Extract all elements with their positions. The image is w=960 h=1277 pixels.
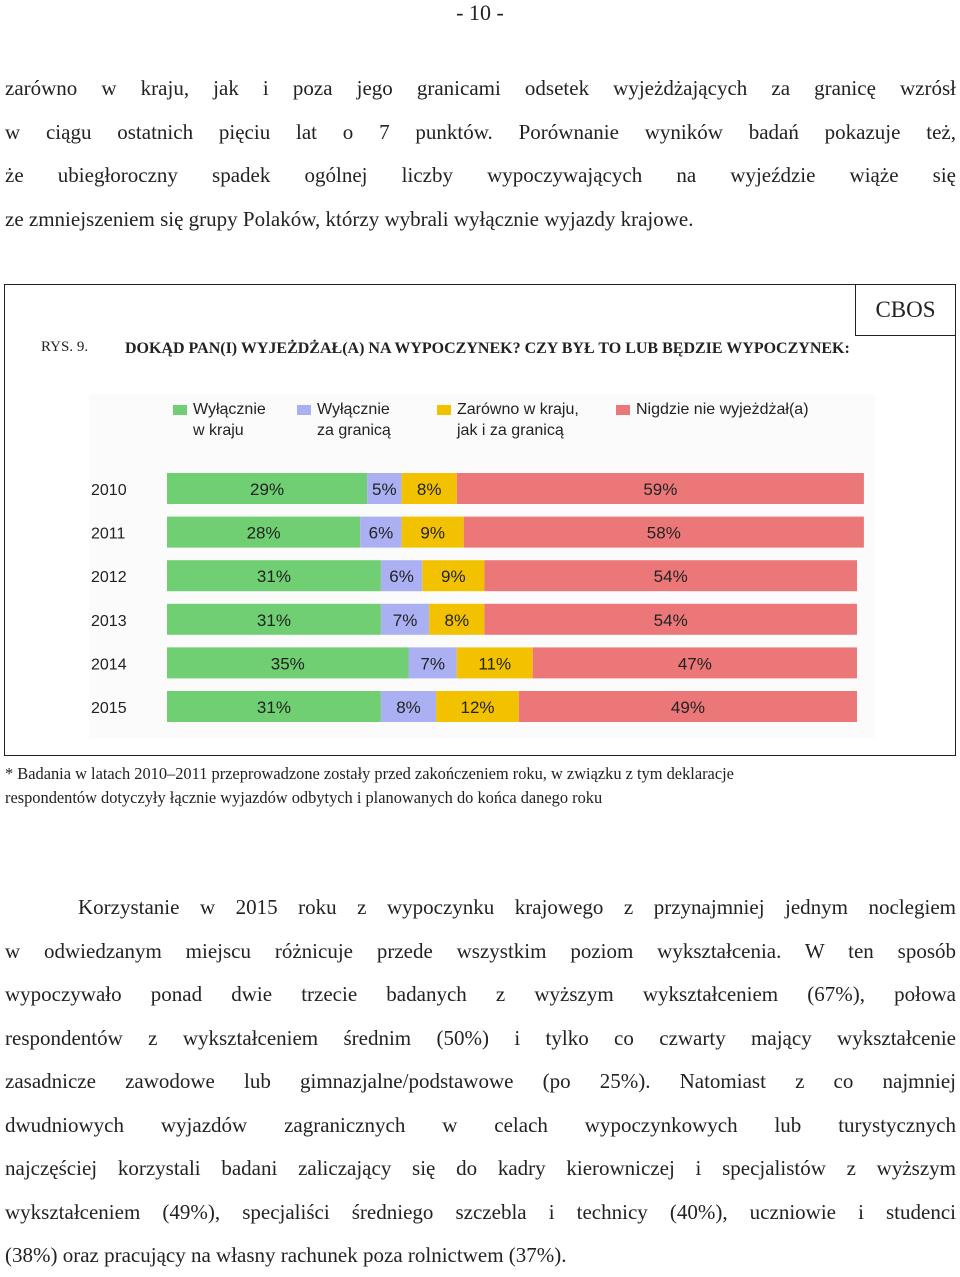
data-label: 49% (670, 698, 705, 717)
data-label: 59% (643, 480, 678, 499)
data-label: 8% (416, 480, 442, 499)
body-line: Korzystanie w 2015 roku z wypoczynku krajowego z przynajmniej jednym noclegiem (78, 895, 956, 919)
category-label: 2011 (91, 525, 126, 543)
footnote-line: * Badania w latach 2010–2011 przeprowadzone zostały przed zakończeniem roku, w związku z tym deklaracje (5, 764, 734, 783)
data-label: 11% (478, 654, 512, 674)
data-label: 5% (372, 480, 397, 499)
body-paragraph (5, 885, 956, 1277)
data-label: 58% (646, 523, 681, 543)
stacked-bar-chart (89, 394, 875, 738)
data-label: 9% (441, 567, 466, 587)
legend-label: Zarówno w kraju, jak i za granicą (457, 401, 579, 439)
data-label: 29% (250, 480, 285, 499)
data-label: 8% (396, 698, 421, 717)
intro-line: że ubiegłoroczny spadek ogólnej liczby wypoczywających na wyjeździe wiąże się (5, 163, 956, 188)
legend-label: Nigdzie nie wyjeżdżał(a) (636, 401, 809, 418)
body-line: wypoczywało ponad dwie trzecie badanych z wyższym wykształceniem (67%), połowa (5, 982, 956, 1006)
body-line: wykształceniem (49%), specjaliści średniego szczebla i technicy (40%), uczniowie i studenci (5, 1199, 956, 1224)
legend-label: Wyłącznie za granicą (317, 401, 391, 439)
data-label: 7% (392, 610, 418, 630)
legend-label: Wyłącznie w kraju (193, 401, 266, 439)
category-label: 2010 (91, 482, 127, 499)
data-label: 31% (256, 567, 291, 587)
category-label: 2012 (91, 569, 127, 587)
data-label: 12% (460, 698, 495, 717)
intro-line: ze zmniejszeniem się grupy Polaków, którzy wybrali wyłącznie wyjazdy krajowe. (5, 206, 694, 231)
body-line: zasadnicze zawodowe lub gimnazjalne/podstawowe (po 25%). Natomiast z co najmniej (5, 1069, 956, 1093)
intro-line: w ciągu ostatnich pięciu lat o 7 punktów. Porównanie wyników badań pokazuje też, (5, 119, 956, 144)
data-label: 54% (653, 610, 688, 630)
data-label: 35% (270, 654, 305, 674)
category-label: 2014 (91, 656, 127, 674)
body-line: najczęściej korzystali badani zaliczający się do kadry kierowniczej i specjalistów z wyższym (5, 1156, 956, 1180)
data-label: 6% (389, 567, 414, 587)
category-label: 2015 (91, 700, 127, 717)
body-line: w odwiedzanym miejscu różnicuje przede wszystkim poziom wykształcenia. W ten sposób (5, 938, 956, 963)
category-label: 2013 (91, 612, 127, 630)
figure-title: DOKĄD PAN(I) WYJEŻDŻAŁ(A) NA WYPOCZYNEK? CZY BYŁ TO LUB BĘDZIE WYPOCZYNEK: (125, 340, 850, 357)
source-badge: CBOS (855, 284, 956, 336)
intro-paragraph (5, 70, 956, 244)
body-line: (38%) oraz pracujący na własny rachunek poza rolnictwem (37%). (5, 1243, 567, 1267)
chart-area (89, 394, 875, 738)
data-label: 6% (368, 523, 394, 543)
data-label: 31% (256, 698, 291, 717)
figure-footnote (5, 762, 956, 810)
data-label: 9% (420, 523, 445, 543)
data-label: 47% (677, 654, 712, 674)
page-number: - 10 - (456, 0, 504, 25)
data-label: 7% (420, 654, 445, 674)
figure-frame (4, 284, 956, 756)
figure-label: RYS. 9. (41, 339, 89, 355)
data-label: 8% (444, 610, 470, 630)
footnote-line: respondentów dotyczyły łącznie wyjazdów odbytych i planowanych do końca danego roku (5, 788, 603, 807)
body-line: respondentów z wykształceniem średnim (50%) i tylko co czwarty mający wykształcenie (5, 1025, 956, 1050)
data-label: 31% (256, 610, 291, 630)
data-label: 54% (653, 567, 688, 587)
intro-line: zarówno w kraju, jak i poza jego granicami odsetek wyjeżdżających za granicę wzrósł (5, 76, 956, 100)
body-line: dwudniowych wyjazdów zagranicznych w celach wypoczynkowych lub turystycznych (5, 1112, 956, 1137)
data-label: 28% (246, 523, 281, 543)
